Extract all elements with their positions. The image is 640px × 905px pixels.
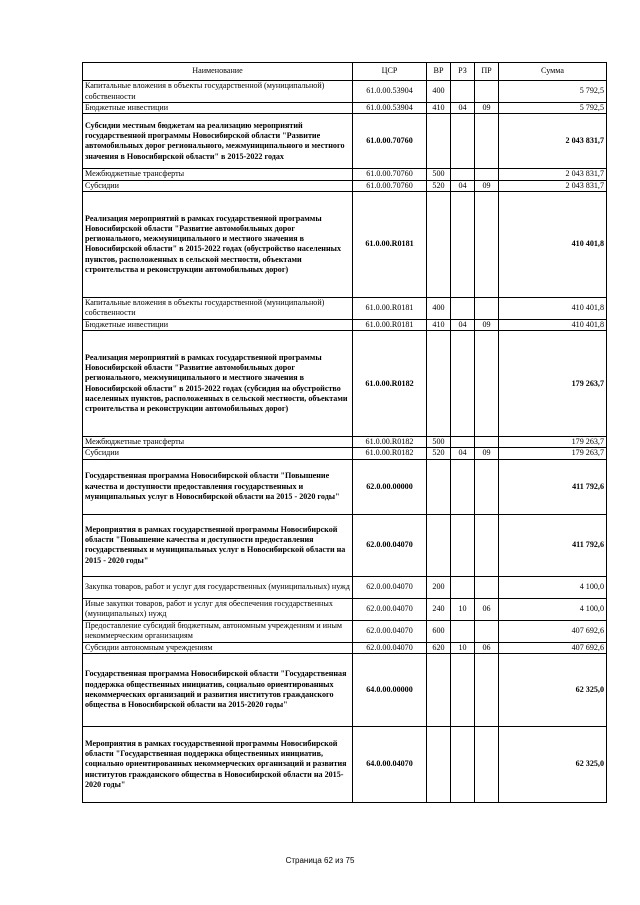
cell-csr: 61.0.00.R0181 [353, 191, 427, 297]
cell-sum: 5 792,5 [499, 81, 607, 103]
cell-csr: 61.0.00.70760 [353, 180, 427, 191]
cell-pr: 09 [475, 180, 499, 191]
cell-rz: 04 [451, 103, 475, 114]
cell-name: Субсидии автономным учреждениям [83, 642, 353, 653]
cell-name: Субсидии местным бюджетам на реализацию мероприятий государственной программы Новосибирской области "Развитие автомобильных дорог регионального, межмуниципального и местного значения в Новосибирской области" в 2015-2022 годах [83, 114, 353, 169]
cell-csr: 61.0.00.R0182 [353, 331, 427, 437]
cell-csr: 61.0.00.53904 [353, 103, 427, 114]
cell-pr [475, 331, 499, 437]
cell-rz [451, 459, 475, 514]
cell-rz: 10 [451, 598, 475, 620]
table-row [83, 331, 607, 437]
cell-pr [475, 727, 499, 803]
cell-pr: 06 [475, 598, 499, 620]
table-row [83, 114, 607, 169]
cell-sum: 407 692,6 [499, 642, 607, 653]
cell-pr [475, 514, 499, 576]
cell-pr: 09 [475, 319, 499, 330]
table-row [83, 620, 607, 642]
table-row [83, 727, 607, 803]
cell-name: Иные закупки товаров, работ и услуг для обеспечения государственных (муниципальных) нужд [83, 598, 353, 620]
table-row [83, 448, 607, 459]
cell-name: Бюджетные инвестиции [83, 319, 353, 330]
cell-sum: 4 100,0 [499, 598, 607, 620]
cell-csr: 61.0.00.R0181 [353, 319, 427, 330]
header-csr: ЦСР [353, 63, 427, 81]
cell-sum: 62 325,0 [499, 727, 607, 803]
cell-rz [451, 114, 475, 169]
cell-rz [451, 620, 475, 642]
cell-rz [451, 727, 475, 803]
cell-pr [475, 576, 499, 598]
cell-sum: 179 263,7 [499, 448, 607, 459]
table-body [83, 81, 607, 803]
table-row [83, 81, 607, 103]
cell-csr: 64.0.00.04070 [353, 727, 427, 803]
cell-csr: 62.0.00.04070 [353, 642, 427, 653]
cell-vr [427, 331, 451, 437]
header-rz: РЗ [451, 63, 475, 81]
cell-name: Субсидии [83, 448, 353, 459]
cell-pr: 06 [475, 642, 499, 653]
cell-sum: 179 263,7 [499, 331, 607, 437]
cell-sum: 410 401,8 [499, 297, 607, 319]
cell-name: Капитальные вложения в объекты государственной (муниципальной) собственности [83, 297, 353, 319]
cell-rz [451, 576, 475, 598]
cell-vr [427, 191, 451, 297]
cell-name: Мероприятия в рамках государственной программы Новосибирской области "Повышение качества и доступности предоставления государственных и муниципальных услуг в Новосибирской области на 2015 - 2020 годы" [83, 514, 353, 576]
table-row [83, 297, 607, 319]
table-row [83, 103, 607, 114]
table-row [83, 191, 607, 297]
table-row [83, 598, 607, 620]
cell-csr: 61.0.00.R0181 [353, 297, 427, 319]
cell-vr: 400 [427, 81, 451, 103]
cell-vr: 400 [427, 297, 451, 319]
cell-rz [451, 514, 475, 576]
cell-name: Бюджетные инвестиции [83, 103, 353, 114]
cell-csr: 62.0.00.04070 [353, 620, 427, 642]
cell-rz [451, 81, 475, 103]
cell-vr: 600 [427, 620, 451, 642]
cell-name: Государственная программа Новосибирской области "Повышение качества и доступности предоставления государственных и муниципальных услуг в Новосибирской области на 2015 - 2020 годы" [83, 459, 353, 514]
cell-rz [451, 169, 475, 180]
cell-vr [427, 459, 451, 514]
cell-csr: 61.0.00.70760 [353, 114, 427, 169]
header-vr: ВР [427, 63, 451, 81]
header-name: Наименование [83, 63, 353, 81]
cell-vr [427, 727, 451, 803]
cell-rz [451, 297, 475, 319]
table-row [83, 514, 607, 576]
table-row [83, 319, 607, 330]
table-row [83, 654, 607, 727]
table-row [83, 576, 607, 598]
cell-rz [451, 191, 475, 297]
cell-sum: 411 792,6 [499, 514, 607, 576]
cell-pr [475, 654, 499, 727]
table-row [83, 459, 607, 514]
cell-csr: 61.0.00.70760 [353, 169, 427, 180]
cell-vr [427, 514, 451, 576]
cell-pr [475, 620, 499, 642]
cell-vr: 500 [427, 169, 451, 180]
cell-csr: 61.0.00.R0182 [353, 448, 427, 459]
cell-csr: 62.0.00.04070 [353, 598, 427, 620]
table-row [83, 437, 607, 448]
cell-sum: 410 401,8 [499, 191, 607, 297]
cell-name: Предоставление субсидий бюджетным, автономным учреждениям и иным некоммерческим организациям [83, 620, 353, 642]
cell-vr: 500 [427, 437, 451, 448]
cell-pr [475, 81, 499, 103]
cell-csr: 62.0.00.04070 [353, 576, 427, 598]
cell-name: Межбюджетные трансферты [83, 437, 353, 448]
cell-rz: 04 [451, 180, 475, 191]
cell-vr: 520 [427, 180, 451, 191]
cell-sum: 5 792,5 [499, 103, 607, 114]
cell-vr [427, 114, 451, 169]
cell-vr: 410 [427, 103, 451, 114]
cell-name: Капитальные вложения в объекты государственной (муниципальной) собственности [83, 81, 353, 103]
cell-rz [451, 331, 475, 437]
cell-csr: 62.0.00.00000 [353, 459, 427, 514]
cell-name: Субсидии [83, 180, 353, 191]
cell-sum: 2 043 831,7 [499, 114, 607, 169]
cell-vr: 240 [427, 598, 451, 620]
cell-rz [451, 437, 475, 448]
cell-vr: 620 [427, 642, 451, 653]
cell-pr [475, 297, 499, 319]
cell-vr: 200 [427, 576, 451, 598]
page-number: Страница 62 из 75 [285, 856, 355, 865]
header-pr: ПР [475, 63, 499, 81]
cell-rz: 10 [451, 642, 475, 653]
table-row [83, 169, 607, 180]
table-row [83, 642, 607, 653]
cell-name: Межбюджетные трансферты [83, 169, 353, 180]
cell-csr: 61.0.00.R0182 [353, 437, 427, 448]
cell-sum: 2 043 831,7 [499, 169, 607, 180]
cell-pr [475, 459, 499, 514]
cell-rz: 04 [451, 319, 475, 330]
cell-pr: 09 [475, 448, 499, 459]
header-sum: Сумма [499, 63, 607, 81]
cell-pr [475, 169, 499, 180]
cell-sum: 2 043 831,7 [499, 180, 607, 191]
cell-name: Государственная программа Новосибирской области "Государственная поддержка общественных инициатив, социально ориентированных некоммерческих организаций и развития институтов гражданского общества в Новосибирской области на 2015-2020 годы" [83, 654, 353, 727]
cell-vr: 410 [427, 319, 451, 330]
cell-pr [475, 114, 499, 169]
cell-vr: 520 [427, 448, 451, 459]
table-row [83, 180, 607, 191]
cell-sum: 62 325,0 [499, 654, 607, 727]
cell-rz [451, 654, 475, 727]
table-header-row [83, 63, 607, 81]
cell-name: Реализация мероприятий в рамках государственной программы Новосибирской области "Развитие автомобильных дорог регионального, межмуниципального и местного значения в Новосибирской области" в 2015-2022 годах (субсидия на обустройство населенных пунктов, расположенных в сельской местности, объектами строительства и реконструкции автомобильных дорог) [83, 331, 353, 437]
cell-name: Мероприятия в рамках государственной программы Новосибирской области "Государственная поддержка общественных инициатив, социально ориентированных некоммерческих организаций и развития институтов гражданского общества в Новосибирской области на 2015-2020 годы" [83, 727, 353, 803]
cell-pr [475, 437, 499, 448]
cell-sum: 179 263,7 [499, 437, 607, 448]
cell-rz: 04 [451, 448, 475, 459]
cell-sum: 410 401,8 [499, 319, 607, 330]
cell-name: Реализация мероприятий в рамках государственной программы Новосибирской области "Развитие автомобильных дорог регионального, межмуниципального и местного значения в Новосибирской области" в 2015-2022 годах (обустройство населенных пунктов, расположенных в сельской местности, объектами строительства и реконструкции автомобильных дорог) [83, 191, 353, 297]
budget-table [82, 62, 607, 803]
cell-csr: 62.0.00.04070 [353, 514, 427, 576]
cell-name: Закупка товаров, работ и услуг для государственных (муниципальных) нужд [83, 576, 353, 598]
cell-sum: 411 792,6 [499, 459, 607, 514]
cell-sum: 4 100,0 [499, 576, 607, 598]
cell-pr: 09 [475, 103, 499, 114]
cell-sum: 407 692,6 [499, 620, 607, 642]
cell-pr [475, 191, 499, 297]
cell-vr [427, 654, 451, 727]
cell-csr: 61.0.00.53904 [353, 81, 427, 103]
cell-csr: 64.0.00.00000 [353, 654, 427, 727]
